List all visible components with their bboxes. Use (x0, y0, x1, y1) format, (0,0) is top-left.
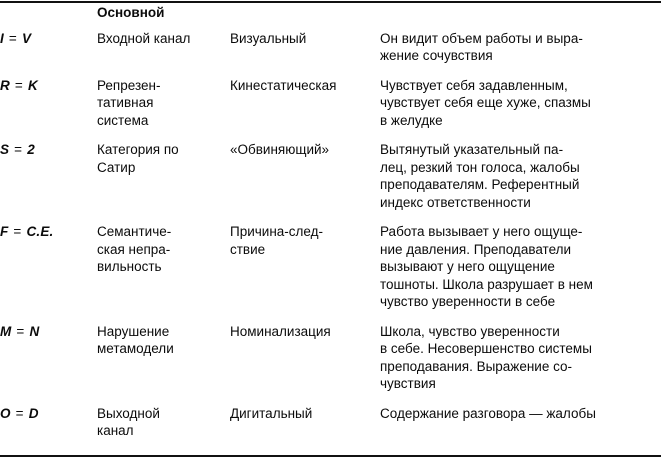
text-line: в желудке (380, 112, 443, 128)
row-description-cell (380, 77, 661, 142)
table-row (0, 77, 661, 142)
text-line: ская непра- (97, 241, 171, 257)
text-line: жение сочувствия (380, 48, 493, 63)
text-line: преподавания. Выражение со- (380, 358, 572, 374)
text-line: метамодели (97, 341, 174, 356)
code-left: M (0, 323, 12, 339)
code-equals-sign: = (11, 405, 28, 421)
text-line: Работа вызывает у него ощуще- (380, 224, 583, 239)
header-label-main: Основной (97, 5, 165, 20)
text-line: Репрезен- (97, 77, 161, 93)
text-line: Семантиче- (97, 224, 172, 239)
table-bottom-rule (0, 455, 661, 457)
table-row (0, 30, 661, 77)
text-line: вызывают у него ощущение (380, 259, 555, 274)
text-line: Нарушение (97, 323, 170, 339)
text-line: в себе. Несовершенство системы (380, 341, 592, 356)
code-left: S (0, 142, 10, 157)
row-modality-cell (230, 141, 380, 223)
row-main-cell (97, 77, 230, 142)
text-line: Школа, чувство уверенности (380, 323, 560, 339)
text-line: система (97, 112, 149, 128)
table-row (0, 323, 661, 405)
header-cell-main (97, 4, 230, 30)
row-code-cell (0, 405, 97, 444)
row-main-cell (97, 405, 230, 444)
row-main-cell (97, 141, 230, 223)
code-right: K (27, 77, 38, 93)
header-cell-code (0, 4, 97, 30)
text-line: «Обвиняющий» (230, 142, 330, 157)
code-equals-sign: = (10, 77, 27, 93)
table-row (0, 141, 661, 223)
table-row (0, 405, 661, 444)
code-left: R (0, 77, 10, 93)
row-modality-cell (230, 30, 380, 77)
code-right: N (29, 323, 40, 339)
text-line: индекс ответственности (380, 194, 531, 210)
text-line: Чувствует себя задавленным, (380, 77, 568, 93)
table-header-row (0, 4, 661, 30)
row-modality-cell (230, 323, 380, 405)
text-line: Вытянутый указательный па- (380, 142, 564, 157)
code-equals-sign: = (4, 30, 21, 46)
code-right: C.E. (26, 224, 54, 239)
row-modality-cell (230, 77, 380, 142)
text-line: Содержание разговора — жалобы (380, 405, 596, 421)
code-equals-sign: = (9, 224, 26, 239)
text-line: Визуальный (230, 30, 307, 46)
code-right: 2 (27, 142, 35, 157)
row-code-cell (0, 30, 97, 77)
text-line: чувствует себя еще хуже, спазмы (380, 95, 591, 110)
text-line: Категория по (97, 142, 179, 157)
text-line: Он видит объем работы и выра- (380, 30, 583, 46)
row-description-cell (380, 141, 661, 223)
text-line: Дигитальный (230, 405, 313, 421)
row-description-cell (380, 30, 661, 77)
table-body (0, 4, 661, 444)
code-left: F (0, 224, 9, 239)
code-equals-sign: = (12, 323, 29, 339)
table-row (0, 223, 661, 323)
text-line: Входной канал (97, 30, 191, 46)
row-main-cell (97, 30, 230, 77)
header-cell-description (380, 4, 661, 30)
text-line: тошноты. Школа разрушает в нем (380, 276, 593, 292)
row-main-cell (97, 323, 230, 405)
text-line: чувство уверенности в себе (380, 294, 556, 309)
row-code-cell (0, 223, 97, 323)
text-line: канал (97, 423, 134, 438)
row-description-cell (380, 323, 661, 405)
text-line: Кинестатическая (230, 77, 337, 93)
text-line: тативная (97, 95, 154, 110)
text-line: преподавателям. Референтный (380, 177, 580, 192)
row-description-cell (380, 223, 661, 323)
row-modality-cell (230, 223, 380, 323)
text-line: ствие (230, 241, 266, 257)
text-line: Причина-след- (230, 224, 323, 239)
row-modality-cell (230, 405, 380, 444)
text-line: ние давления. Преподаватели (380, 241, 572, 257)
modality-table (0, 4, 661, 444)
row-code-cell (0, 141, 97, 223)
table-top-rule (0, 1, 661, 3)
text-line: Номинализация (230, 323, 331, 339)
row-code-cell (0, 77, 97, 142)
header-cell-modality (230, 4, 380, 30)
code-equals-sign: = (10, 142, 27, 157)
row-code-cell (0, 323, 97, 405)
text-line: лец, резкий тон голоса, жалобы (380, 159, 580, 175)
row-description-cell (380, 405, 661, 444)
text-line: Выходной (97, 405, 160, 421)
code-right: D (28, 405, 39, 421)
text-line: Сатир (97, 159, 136, 175)
text-line: чувствия (380, 376, 436, 391)
code-left: O (0, 405, 11, 421)
row-main-cell (97, 223, 230, 323)
code-left: I (0, 30, 4, 46)
text-line: вильность (97, 259, 162, 274)
code-right: V (21, 30, 32, 46)
